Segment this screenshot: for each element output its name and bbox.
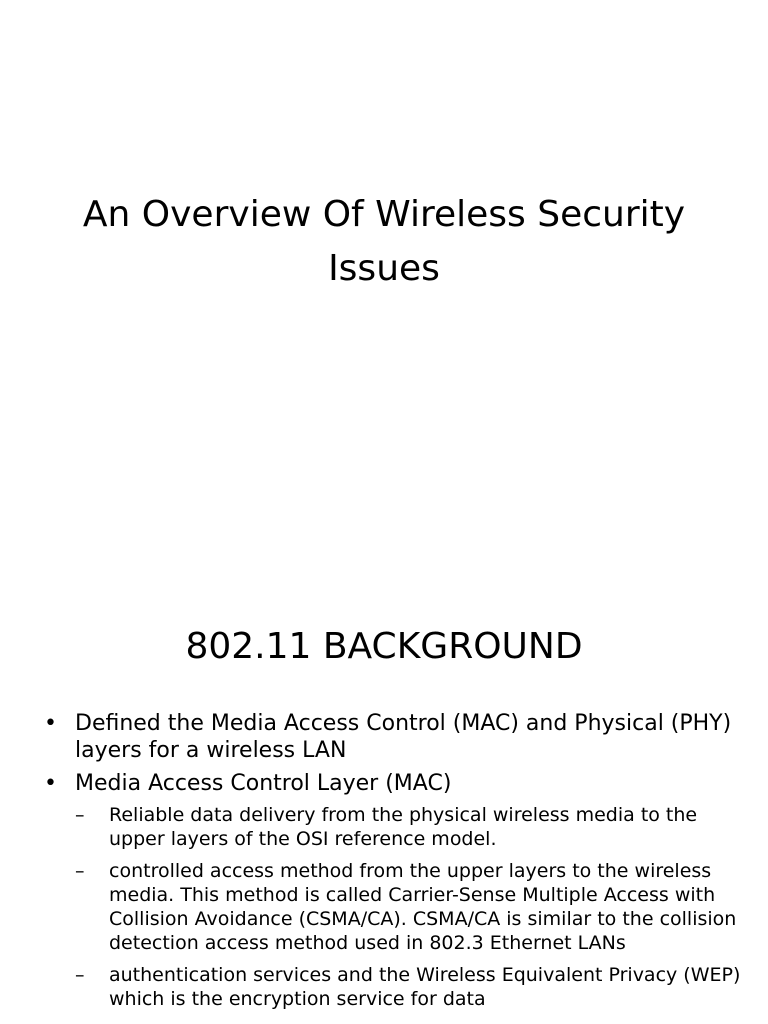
bullet-item (44, 710, 744, 764)
sub-bullet-item (75, 963, 744, 1011)
sub-bullet-text: Reliable data delivery from the physical wireless media to the upper layers of the OSI reference model. (109, 804, 698, 850)
sub-bullet-text: controlled access method from the upper layers to the wireless media. This method is called Carrier-Sense Multiple Access with Collision Avoidance (CSMA/CA). CSMA/CA is similar to the collision detection access method used in 802.3 Ethernet LANs (109, 860, 737, 954)
bullet-dot-icon: • (44, 711, 57, 736)
bullet-item (44, 770, 744, 1011)
sub-bullet-item (75, 859, 744, 955)
bullet-dot-icon: • (44, 771, 57, 796)
slide-title (20, 188, 748, 296)
sub-bullet-item (75, 803, 744, 851)
background-slide (0, 576, 768, 1024)
dash-icon: – (75, 860, 85, 882)
section-title: 802.11 BACKGROUND (185, 626, 583, 667)
sub-bullet-list (75, 803, 744, 1011)
sub-bullet-text: authentication services and the Wireless Equivalent Privacy (WEP) which is the encryption service for data (109, 964, 741, 1010)
bullet-text: Defined the Media Access Control (MAC) and Physical (PHY) layers for a wireless LAN (75, 711, 732, 763)
bullet-list (44, 710, 744, 1019)
dash-icon: – (75, 804, 85, 826)
slide-title-line-1: An Overview Of Wireless Security (82, 194, 686, 235)
slide-title-line-2: Issues (328, 248, 440, 289)
dash-icon: – (75, 964, 85, 986)
bullet-text: Media Access Control Layer (MAC) (75, 771, 452, 796)
